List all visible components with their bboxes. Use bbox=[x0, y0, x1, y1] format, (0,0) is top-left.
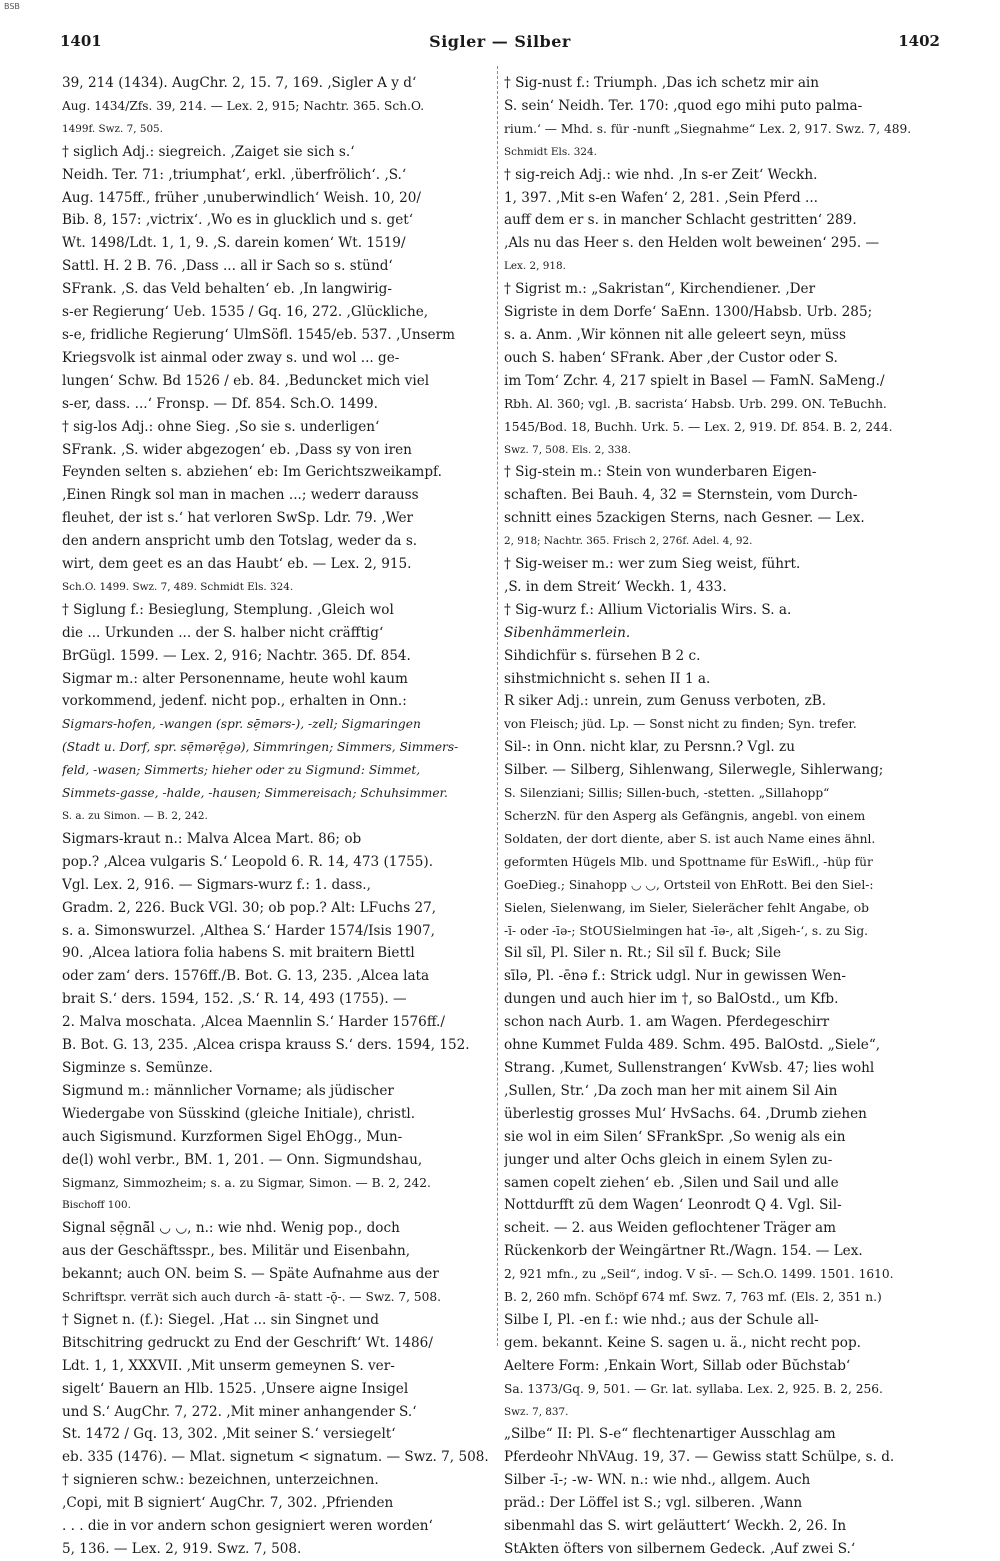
text-line: s-e, fridliche Regierung‘ UlmSöfl. 1545/eb. 537. ‚Unserm bbox=[62, 326, 455, 343]
text-line: Rbh. Al. 360; vgl. ‚B. sacrista‘ Habsb. Urb. 299. ON. TeBuchh. bbox=[504, 396, 887, 411]
text-line: Sigmar m.: alter Personenname, heute wohl kaum bbox=[62, 670, 408, 687]
text-line: Swz. 7, 508. Els. 2, 338. bbox=[504, 443, 631, 456]
text-line: Vgl. Lex. 2, 916. — Sigmars-wurz f.: 1. dass., bbox=[62, 876, 371, 893]
text-line: SFrank. ‚S. das Veld behalten‘ eb. ‚In langwirig- bbox=[62, 281, 392, 298]
text-line: präd.: Der Löffel ist S.; vgl. silberen. ‚Wann bbox=[504, 1495, 803, 1512]
text-line: † Siglung f.: Besieglung, Stemplung. ‚Gleich wol bbox=[62, 601, 394, 618]
library-stamp: BSB bbox=[4, 2, 20, 11]
text-line: Soldaten, der dort diente, aber S. ist auch Name eines ähnl. bbox=[504, 831, 876, 846]
text-line: † Sigrist m.: „Sakristan“, Kirchendiener. ‚Der bbox=[504, 281, 816, 298]
text-line: oder zam‘ ders. 1576ff./B. Bot. G. 13, 235. ‚Alcea lata bbox=[62, 968, 430, 985]
text-line: und S.‘ AugChr. 7, 272. ‚Mit miner anhangender S.‘ bbox=[62, 1403, 417, 1420]
text-line: Simmets-gasse, -halde, -hausen; Simmereisach; Schuhsimmer. bbox=[62, 786, 448, 801]
text-line: 39, 214 (1434). AugChr. 2, 15. 7, 169. ‚Sigler A y d‘ bbox=[62, 75, 417, 91]
text-line: † sig-los Adj.: ohne Sieg. ‚So sie s. underligen‘ bbox=[62, 418, 380, 435]
text-line: † sig-reich Adj.: wie nhd. ‚In s-er Zeit‘ Weckh. bbox=[504, 166, 818, 183]
right-column bbox=[504, 72, 930, 1561]
text-line: lungen‘ Schw. Bd 1526 / eb. 84. ‚Beduncket mich viel bbox=[62, 372, 430, 389]
text-line: ‚Als nu das Heer s. den Helden wolt beweinen‘ 295. — bbox=[504, 235, 880, 252]
text-line: Bitschitring gedruckt zu End der Geschrift‘ Wt. 1486/ bbox=[62, 1334, 433, 1351]
text-line: Sigmars-hofen, -wangen (spr. sẹ̄mərs-), -zell; Sigmaringen bbox=[62, 717, 421, 732]
text-line: auff dem er s. in mancher Schlacht gestritten‘ 289. bbox=[504, 212, 857, 229]
text-line: Silber. — Silberg, Sihlenwang, Silerwegle, Sihlerwang; bbox=[504, 762, 884, 779]
text-line: † Sig-stein m.: Stein von wunderbaren Eigen- bbox=[504, 464, 817, 481]
text-line: † Sig-weiser m.: wer zum Sieg weist, führt. bbox=[504, 556, 801, 573]
text-line: im Tom‘ Zchr. 4, 217 spielt in Basel — FamN. SaMeng./ bbox=[504, 372, 885, 389]
text-line: Silbe I, Pl. -en f.: wie nhd.; aus der Schule all- bbox=[504, 1311, 819, 1328]
text-line: s. a. Simonswurzel. ‚Althea S.‘ Harder 1574/Isis 1907, bbox=[62, 922, 435, 939]
text-line: . . . die in vor andern schon gesigniert weren worden‘ bbox=[62, 1518, 433, 1535]
text-line: 1499f. Swz. 7, 505. bbox=[62, 122, 163, 135]
text-line: Aug. 1475ff., früher ‚unuberwindlich‘ Weish. 10, 20/ bbox=[62, 189, 421, 206]
text-line: B. 2, 260 mfn. Schöpf 674 mf. Swz. 7, 763 mf. (Els. 2, 351 n.) bbox=[504, 1290, 882, 1305]
text-line: Wt. 1498/Ldt. 1, 1, 9. ‚S. darein komen‘ Wt. 1519/ bbox=[62, 235, 406, 252]
text-line: 5, 136. — Lex. 2, 919. Swz. 7, 508. bbox=[62, 1541, 302, 1557]
text-line: 2, 921 mfn., zu „Seil“, indog. V sī-. — Sch.O. 1499. 1501. 1610. bbox=[504, 1267, 894, 1282]
text-line: Kriegsvolk ist ainmal oder zway s. und wol ... ge- bbox=[62, 349, 400, 366]
text-line: eb. 335 (1476). — Mlat. signetum < signatum. — Swz. 7, 508. bbox=[62, 1449, 489, 1466]
text-line: Sa. 1373/Gq. 9, 501. — Gr. lat. syllaba. Lex. 2, 925. B. 2, 256. bbox=[504, 1381, 883, 1396]
text-line: 2. Malva moschata. ‚Alcea Maennlin S.‘ Harder 1576ff./ bbox=[62, 1014, 445, 1031]
text-line: vorkommend, jedenf. nicht pop., erhalten in Onn.: bbox=[62, 693, 407, 710]
text-line: samen copelt ziehen‘ eb. ‚Silen und Sail und alle bbox=[504, 1174, 839, 1191]
text-line: s-er Regierung‘ Ueb. 1535 / Gq. 16, 272. ‚Glückliche, bbox=[62, 304, 429, 321]
page-header bbox=[60, 32, 940, 56]
text-line: Feynden selten s. abziehen‘ eb: Im Gerichtszweikampf. bbox=[62, 464, 442, 481]
text-line: Lex. 2, 918. bbox=[504, 260, 566, 273]
text-line: sibenmahl das S. wirt geläuttert‘ Weckh. 2, 26. In bbox=[504, 1518, 847, 1535]
text-line: ‚Einen Ringk sol man in machen ...; wederr darauss bbox=[62, 487, 419, 504]
text-line: ‚Copi, mit B signiert‘ AugChr. 7, 302. ‚Pfrienden bbox=[62, 1495, 394, 1512]
text-line: SFrank. ‚S. wider abgezogen‘ eb. ‚Dass sy von iren bbox=[62, 441, 412, 458]
left-column bbox=[62, 72, 490, 1561]
text-line: Nottdurfft zū dem Wagen‘ Leonrodt Q 4. Vgl. Sil- bbox=[504, 1197, 842, 1214]
text-line: Swz. 7, 837. bbox=[504, 1405, 569, 1418]
text-line: Gradm. 2, 226. Buck VGl. 30; ob pop.? Alt: LFuchs 27, bbox=[62, 899, 437, 916]
text-line: Sattl. H. 2 B. 76. ‚Dass ... all ir Sach so s. stünd‘ bbox=[62, 258, 393, 275]
text-line: die ... Urkunden ... der S. halber nicht cräfftig‘ bbox=[62, 624, 384, 641]
text-line: s. a. Anm. ‚Wir können nit alle geleert seyn, müss bbox=[504, 326, 846, 343]
text-line: schaften. Bei Bauh. 4, 32 = Sternstein, vom Durch- bbox=[504, 487, 858, 504]
text-line: Sigmars-kraut n.: Malva Alcea Mart. 86; ob bbox=[62, 830, 362, 847]
text-line: Sch.O. 1499. Swz. 7, 489. Schmidt Els. 324. bbox=[62, 580, 294, 593]
text-line: 1545/Bod. 18, Buchh. Urk. 5. — Lex. 2, 919. Df. 854. B. 2, 244. bbox=[504, 419, 893, 434]
text-line: 90. ‚Alcea latiora folia habens S. mit braitern Biettl bbox=[62, 945, 415, 962]
text-line: Sibenhämmerlein. bbox=[504, 624, 631, 641]
text-line: Sigmund m.: männlicher Vorname; als jüdischer bbox=[62, 1082, 394, 1099]
text-line: † siglich Adj.: siegreich. ‚Zaiget sie sich s.‘ bbox=[62, 143, 355, 160]
text-line: † Signet n. (f.): Siegel. ‚Hat ... sin Singnet und bbox=[62, 1311, 379, 1328]
text-line: Sigmanz, Simmozheim; s. a. zu Sigmar, Simon. — B. 2, 242. bbox=[62, 1175, 431, 1190]
text-line: gem. bekannt. Keine S. sagen u. ä., nicht recht pop. bbox=[504, 1334, 861, 1351]
text-line: junger und alter Ochs gleich in einem Sylen zu- bbox=[504, 1151, 833, 1168]
text-line: sīlə, Pl. -ēnə f.: Strick udgl. Nur in gewissen Wen- bbox=[504, 968, 846, 985]
text-line: (Stadt u. Dorf, spr. sẹ̄mərẹ̄gə), Simmringen; Simmers, Simmers- bbox=[62, 740, 459, 755]
text-line: Sigriste in dem Dorfe‘ SaEnn. 1300/Habsb. Urb. 285; bbox=[504, 304, 873, 321]
text-line: ScherzN. für den Asperg als Gefängnis, angebl. von einem bbox=[504, 809, 866, 823]
text-line: GoeDieg.; Sinahopp ◡ ◡, Ortsteil von EhRott. Bei den Siel-: bbox=[504, 877, 874, 892]
text-line: Sigminze s. Semünze. bbox=[62, 1059, 213, 1076]
text-line: brait S.‘ ders. 1594, 152. ‚S.‘ R. 14, 493 (1755). — bbox=[62, 991, 407, 1008]
text-line: B. Bot. G. 13, 235. ‚Alcea crispa krauss S.‘ ders. 1594, 152. bbox=[62, 1037, 470, 1054]
text-line: s-er, dass. ...‘ Fronsp. — Df. 854. Sch.O. 1499. bbox=[62, 395, 378, 412]
text-line: Bischoff 100. bbox=[62, 1199, 131, 1212]
text-line: R siker Adj.: unrein, zum Genuss verboten, zB. bbox=[504, 693, 827, 710]
text-line: den andern anspricht umb den Totslag, weder da s. bbox=[62, 533, 418, 550]
text-line: aus der Geschäftsspr., bes. Militär und Eisenbahn, bbox=[62, 1243, 411, 1260]
text-line: ‚Sullen, Str.‘ ‚Da zoch man her mit ainem Sil Ain bbox=[504, 1082, 838, 1099]
text-line: Schriftspr. verrät sich auch durch -ā- statt -ǭ-. — Swz. 7, 508. bbox=[62, 1290, 442, 1305]
text-line: schnitt eines 5zackigen Sterns, nach Gesner. — Lex. bbox=[504, 510, 865, 527]
text-line: von Fleisch; jüd. Lp. — Sonst nicht zu finden; Syn. trefer. bbox=[504, 717, 857, 732]
text-line: Wiedergabe von Süsskind (gleiche Initiale), christl. bbox=[62, 1105, 416, 1122]
text-line: pop.? ‚Alcea vulgaris S.‘ Leopold 6. R. 14, 473 (1755). bbox=[62, 853, 434, 870]
text-line: S. sein‘ Neidh. Ter. 170: ‚quod ego mihi puto palma- bbox=[504, 97, 863, 114]
text-line: wirt, dem geet es an das Haubt‘ eb. — Lex. 2, 915. bbox=[62, 556, 412, 573]
text-line: Bib. 8, 157: ‚victrix‘. ‚Wo es in glucklich und s. get‘ bbox=[62, 212, 414, 229]
text-line: Aug. 1434/Zfs. 39, 214. — Lex. 2, 915; Nachtr. 365. Sch.O. bbox=[62, 98, 425, 113]
text-line: S. a. zu Simon. — B. 2, 242. bbox=[62, 810, 208, 822]
text-line: Ldt. 1, 1, XXXVII. ‚Mit unserm gemeynen S. ver- bbox=[62, 1357, 395, 1374]
text-line: Schmidt Els. 324. bbox=[504, 145, 597, 158]
text-line: geformten Hügels Mlb. und Spottname für EsWifl., -hüp für bbox=[504, 854, 873, 869]
text-line: rium.‘ — Mhd. s. für -nunft „Siegnahme“ Lex. 2, 917. Swz. 7, 489. bbox=[504, 121, 912, 136]
text-line: 1, 397. ‚Mit s-en Wafen‘ 2, 281. ‚Sein Pferd ... bbox=[504, 189, 818, 206]
text-line: S. Silenziani; Sillis; Sillen-buch, -stetten. „Sillahopp“ bbox=[504, 786, 830, 801]
text-line: Strang. ‚Kumet, Sullenstrangen‘ KvWsb. 47; lies wohl bbox=[504, 1059, 875, 1076]
text-line: bekannt; auch ON. beim S. — Späte Aufnahme aus der bbox=[62, 1266, 439, 1283]
text-line: fleuhet, der ist s.‘ hat verloren SwSp. Ldr. 79. ‚Wer bbox=[62, 510, 414, 527]
text-line: StAkten öfters von silbernem Gedeck. ‚Auf zwei S.‘ bbox=[504, 1541, 856, 1557]
text-line: Rückenkorb der Weingärtner Rt./Wagn. 154. — Lex. bbox=[504, 1243, 863, 1260]
page-number-left: 1401 bbox=[60, 32, 102, 50]
text-line: St. 1472 / Gq. 13, 302. ‚Mit seiner S.‘ versiegelt‘ bbox=[62, 1426, 396, 1443]
text-line: Silber -ī-; -w- WN. n.: wie nhd., allgem. Auch bbox=[504, 1472, 811, 1489]
column-divider bbox=[497, 66, 498, 1346]
text-line: „Silbe“ II: Pl. S-e“ flechtenartiger Ausschlag am bbox=[504, 1426, 836, 1443]
text-line: feld, -wasen; Simmerts; hieher oder zu Sigmund: Simmet, bbox=[62, 763, 421, 778]
text-line: 2, 918; Nachtr. 365. Frisch 2, 276f. Adel. 4, 92. bbox=[504, 535, 753, 548]
text-line: BrGügl. 1599. — Lex. 2, 916; Nachtr. 365. Df. 854. bbox=[62, 647, 411, 664]
text-line: Aeltere Form: ‚Enkain Wort, Sillab oder Bŭchstab‘ bbox=[504, 1357, 851, 1374]
text-line: Sielen, Sielenwang, im Sieler, Sielerächer fehlt Angabe, ob bbox=[504, 900, 869, 915]
text-line: scheit. — 2. aus Weiden geflochtener Träger am bbox=[504, 1220, 837, 1237]
text-line: sihstmichnicht s. sehen II 1 a. bbox=[504, 670, 711, 687]
text-line: Neidh. Ter. 71: ‚triumphat‘, erkl. ‚überfrölich‘. ‚S.‘ bbox=[62, 166, 407, 183]
text-line: Signal sẹ̄gnā̆l ◡ ◡, n.: wie nhd. Wenig pop., doch bbox=[62, 1220, 400, 1237]
text-line: überlestig grosses Mul‘ HvSachs. 64. ‚Drumb ziehen bbox=[504, 1105, 867, 1122]
text-line: Pferdeohr NhVAug. 19, 37. — Gewiss statt Schülpe, s. d. bbox=[504, 1449, 895, 1466]
text-line: de(l) wohl verbr., BM. 1, 201. — Onn. Sigmundshau, bbox=[62, 1151, 423, 1168]
text-line: sigelt‘ Bauern an Hlb. 1525. ‚Unsere aigne Insigel bbox=[62, 1380, 409, 1397]
text-line: ‚S. in dem Streit‘ Weckh. 1, 433. bbox=[504, 578, 727, 595]
text-line: schon nach Aurb. 1. am Wagen. Pferdegeschirr bbox=[504, 1014, 830, 1031]
text-line: Sil-: in Onn. nicht klar, zu Persnn.? Vgl. zu bbox=[504, 739, 795, 756]
text-line: ouch S. haben‘ SFrank. Aber ‚der Custor oder S. bbox=[504, 349, 838, 366]
text-line: -ī- oder -īə-; StOUSielmingen hat -īə-, alt ‚Sigeh-‘, s. zu Sig. bbox=[504, 923, 869, 938]
text-line: Sil sīl, Pl. Siler n. Rt.; Sil sīl f. Buck; Sile bbox=[504, 945, 782, 962]
text-line: † signieren schw.: bezeichnen, unterzeichnen. bbox=[62, 1472, 379, 1489]
text-line: † Sig-nust f.: Triumph. ‚Das ich schetz mir ain bbox=[504, 75, 820, 91]
page-number-right: 1402 bbox=[898, 32, 940, 50]
text-line: sie wol in eim Silen‘ SFrankSpr. ‚So wenig als ein bbox=[504, 1128, 846, 1145]
page-title: Sigler — Silber bbox=[429, 32, 571, 51]
text-line: auch Sigismund. Kurzformen Sigel EhOgg., Mun- bbox=[62, 1128, 403, 1145]
text-line: Sihdichfür s. fürsehen B 2 c. bbox=[504, 647, 701, 664]
text-line: dungen und auch hier im †, so BalOstd., um Kfb. bbox=[504, 991, 839, 1008]
text-line: † Sig-wurz f.: Allium Victorialis Wirs. S. a. bbox=[504, 601, 792, 618]
text-line: ohne Kummet Fulda 489. Schm. 495. BalOstd. „Siele“, bbox=[504, 1037, 881, 1054]
